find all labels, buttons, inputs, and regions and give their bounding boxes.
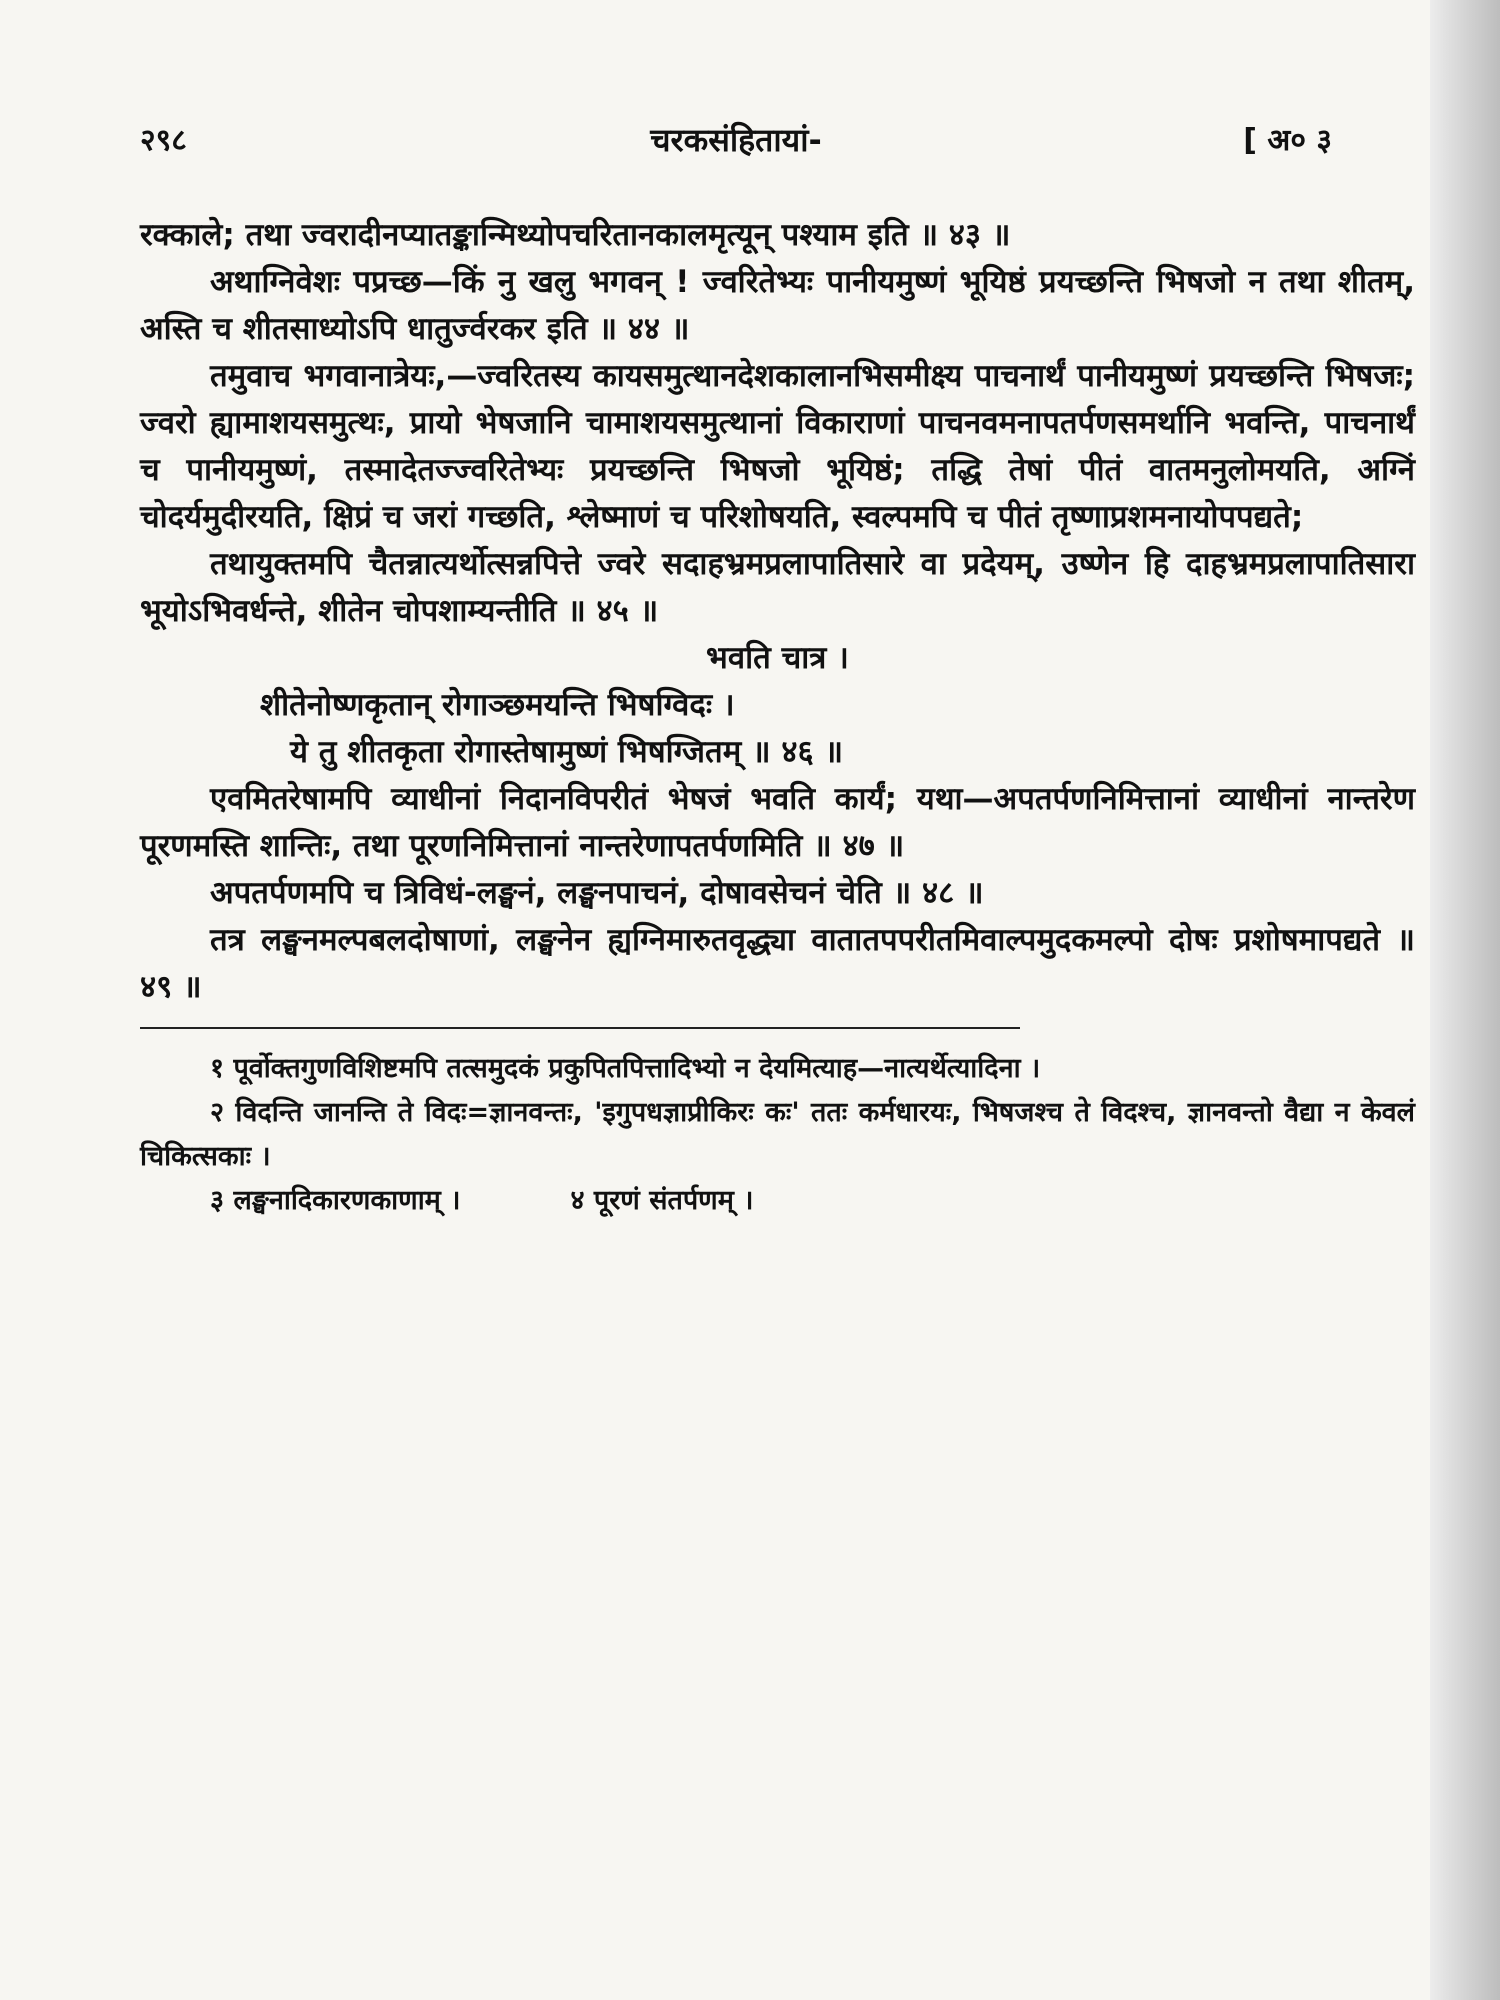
paragraph: एवमितरेषामपि व्याधीनां निदानविपरीतं भेषजं भवति कार्यं; यथा—अपतर्पणनिमित्तानां व्याधीनां नान्तरेण पूरणमस्ति शान्तिः, तथा पूरणनिमित्तानां नान्तरेणापतर्पणमिति ॥ ४७ ॥ bbox=[140, 781, 1415, 864]
footnote: ४ पूरणं संतर्पणम् । bbox=[570, 1185, 754, 1216]
paragraph: तत्र लङ्घनमल्पबलदोषाणां, लङ्घनेन ह्यग्निमारुतवृद्ध्या वातातपपरीतमिवाल्पमुदकमल्पो दोषः प्रशोषमापद्यते ॥ ४९ ॥ bbox=[140, 922, 1415, 1005]
verse-line: शीतेनोष्णकृतान् रोगाञ्छमयन्ति भिषग्विदः । bbox=[260, 687, 735, 723]
running-title: चरकसंहितायां- bbox=[650, 121, 822, 159]
footnote: ३ लङ्घनादिकारणकाणाम् । bbox=[210, 1185, 461, 1216]
paragraph: अथाग्निवेशः पप्रच्छ—किं नु खलु भगवन् ! ज्वरितेभ्यः पानीयमुष्णं भूयिष्ठं प्रयच्छन्ति भिषजो न तथा शीतम्, अस्ति च शीतसाध्योऽपि धातुर्ज्वरकर इति ॥ ४४ ॥ bbox=[140, 264, 1415, 347]
footnote-divider bbox=[140, 1027, 1020, 1029]
page-header bbox=[140, 118, 1332, 158]
footnote-row bbox=[140, 1179, 1415, 1223]
footnote: १ पूर्वोक्तगुणविशिष्टमपि तत्समुदकं प्रकुपितपित्तादिभ्यो न देयमित्याह—नात्यर्थेत्यादिना । bbox=[210, 1053, 1041, 1084]
verse-line: ये तु शीतकृता रोगास्तेषामुष्णं भिषग्जितम् ॥ ४६ ॥ bbox=[290, 734, 844, 770]
main-text bbox=[140, 212, 1415, 1223]
paragraph: तथायुक्तमपि चैतन्नात्यर्थोत्सन्नपित्ते ज्वरे सदाहभ्रमप्रलापातिसारे वा प्रदेयम्, उष्णेन हि दाहभ्रमप्रलापातिसारा भूयोऽभिवर्धन्ते, शीतेन चोपशाम्यन्तीति ॥ ४५ ॥ bbox=[140, 546, 1415, 629]
page-edge-shadow bbox=[1430, 0, 1500, 2000]
verse-heading: भवति चात्र । bbox=[706, 640, 849, 676]
paragraph: तमुवाच भगवानात्रेयः,—ज्वरितस्य कायसमुत्थानदेशकालानभिसमीक्ष्य पाचनार्थं पानीयमुष्णं प्रयच्छन्ति भिषजः; ज्वरो ह्यामाशयसमुत्थः, प्रायो भेषजानि चामाशयसमुत्थानां विकाराणां पाचनवमनापतर्पणसमर्थानि भवन्ति, पाचनार्थं च पानीयमुष्णं, तस्मादेतज्ज्वरितेभ्यः प्रयच्छन्ति भिषजो भूयिष्ठं; तद्धि तेषां पीतं वातमनुलोमयति, अग्निं चोदर्यमुदीरयति, क्षिप्रं च जरां गच्छति, श्लेष्माणं च परिशोषयति, स्वल्पमपि च पीतं तृष्णाप्रशमनायोपपद्यते; bbox=[140, 358, 1415, 535]
footnote: २ विदन्ति जानन्ति ते विदः=ज्ञानवन्तः, 'इगुपधज्ञाप्रीकिरः कः' ततः कर्मधारयः, भिषजश्च ते विदश्च, ज्ञानवन्तो वैद्या न केवलं चिकित्सकाः । bbox=[140, 1097, 1415, 1172]
chapter-reference: [ अ० ३ bbox=[1243, 123, 1332, 158]
paragraph: रक्काले; तथा ज्वरादीनप्यातङ्कान्मिथ्योपचरितानकालमृत्यून् पश्याम इति ॥ ४३ ॥ bbox=[140, 217, 1011, 253]
paragraph: अपतर्पणमपि च त्रिविधं-लङ्घनं, लङ्घनपाचनं, दोषावसेचनं चेति ॥ ४८ ॥ bbox=[210, 875, 984, 911]
page-number: २९८ bbox=[140, 123, 187, 158]
